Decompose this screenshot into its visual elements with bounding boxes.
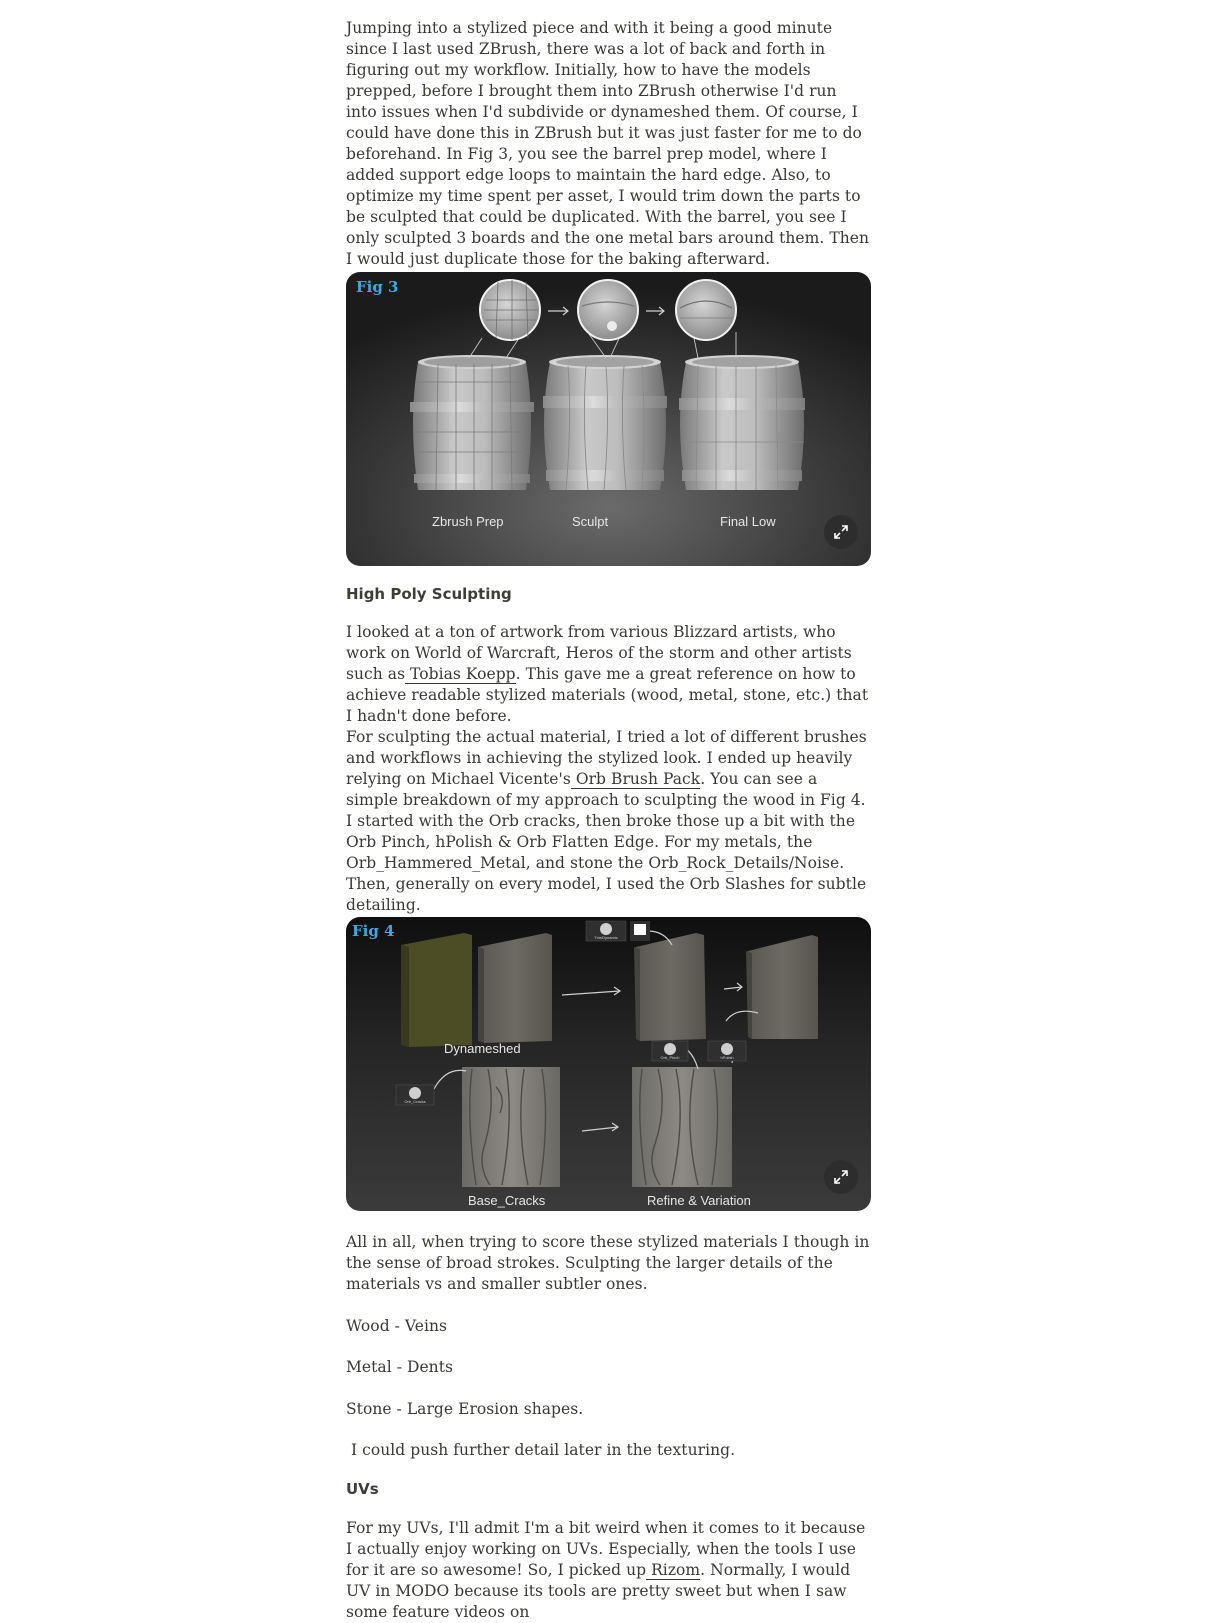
zoom-circle-final xyxy=(676,280,736,340)
fig3-expand-button[interactable] xyxy=(824,515,858,549)
brush-label-pinch: Orb_Pinch xyxy=(660,1055,680,1060)
link-tobias-koepp[interactable]: Tobias Koepp xyxy=(405,665,516,683)
zoom-circle-prep xyxy=(480,280,540,340)
heading-uvs: UVs xyxy=(346,1480,379,1498)
brush-label-cracks: Orb_Cracks xyxy=(404,1099,426,1104)
caption-zbrush-prep: Zbrush Prep xyxy=(432,514,504,529)
brush-label-trim: TrimDynamic xyxy=(594,935,618,940)
zoom-circle-sculpt xyxy=(578,280,638,340)
barrel-final-low xyxy=(679,355,805,490)
caption-base-cracks: Base_Cracks xyxy=(468,1193,546,1208)
wood-panel-base-cracks xyxy=(462,1067,560,1187)
paragraph-sculpting-text-a: For sculpting the actual material, I tried a lot of different brushes and workflows in achieving the stylized look. I ended up heavily relying on Michael Vicente's xyxy=(346,728,867,788)
figure-4[interactable] xyxy=(346,917,871,1211)
board-dynameshed xyxy=(478,933,552,1043)
paragraph-uvs-text-b: . Normally, I would UV in MODO because its tools are pretty sweet but when I saw some feature videos on xyxy=(346,1561,851,1621)
board-dynameshed-green xyxy=(401,933,472,1047)
paragraph-reference xyxy=(346,622,872,727)
figure-3[interactable] xyxy=(346,272,871,566)
paragraph-sculpting-text-b: . You can see a simple breakdown of my approach to sculpting the wood in Fig 4. I started with the Orb cracks, then broke those up a bit with the Orb Pinch, hPolish & Orb Flatten Edge. For my metals, the Orb_Hammered_Metal, and stone the Orb_Rock_Details/Noise. Then, generally on every model, I used the Orb Slashes for subtle detailing. xyxy=(346,770,867,914)
list-item-wood: Wood - Veins xyxy=(346,1317,447,1335)
expand-icon xyxy=(833,1169,849,1185)
list-item-stone: Stone - Large Erosion shapes. xyxy=(346,1400,584,1418)
paragraph-intro: Jumping into a stylized piece and with it being a good minute since I last used ZBrush, there was a lot of back and forth in figuring out my workflow. Initially, how to have the models prepped, before I brought them into ZBrush otherwise I'd run into issues when I'd subdivide or dynameshed them. Of course, I could have done this in ZBrush but it was just faster for me to do beforehand. In Fig 3, you see the barrel prep model, where I added support edge loops to maintain the hard edge. Also, to optimize my time spent per asset, I would trim down the parts to be sculpted that could be duplicated. With the barrel, you see I only sculpted 3 boards and the one metal bars around them. Then I would just duplicate those for the baking afterward. xyxy=(346,19,870,268)
expand-icon xyxy=(833,524,849,540)
paragraph-sculpting xyxy=(346,727,872,916)
link-rizom[interactable]: Rizom xyxy=(646,1561,701,1579)
barrel-zbrush-prep xyxy=(410,355,534,490)
paragraph-uvs xyxy=(346,1518,872,1623)
caption-final-low: Final Low xyxy=(720,514,776,529)
brush-label-hpolish: hPolish xyxy=(720,1055,734,1060)
paragraph-reference-text-a: I looked at a ton of artwork from various Blizzard artists, who work on World of Warcraft, Heros of the storm and other artists such as xyxy=(346,623,852,683)
heading-high-poly-sculpting: High Poly Sculpting xyxy=(346,585,512,603)
wood-sculpt-breakdown-image xyxy=(346,917,871,1211)
barrel-breakdown-image xyxy=(346,272,871,566)
list-item-metal: Metal - Dents xyxy=(346,1358,453,1376)
fig4-expand-button[interactable] xyxy=(824,1160,858,1194)
board-flatten xyxy=(634,933,706,1041)
wood-panel-refine xyxy=(632,1067,732,1187)
paragraph-all-in-all: All in all, when trying to score these stylized materials I though in the sense of broad strokes. Sculpting the larger details of the materials vs and smaller subtler ones. xyxy=(346,1233,870,1293)
barrel-sculpt xyxy=(543,355,667,490)
caption-refine-variation: Refine & Variation xyxy=(647,1193,751,1208)
caption-dynameshed: Dynameshed xyxy=(444,1041,521,1056)
paragraph-push-detail: I could push further detail later in the texturing. xyxy=(346,1441,736,1459)
caption-sculpt: Sculpt xyxy=(572,514,609,529)
paragraph-uvs-text-a: For my UVs, I'll admit I'm a bit weird when it comes to it because I actually enjoy working on UVs. Especially, when the tools I use for it are so awesome! So, I picked up xyxy=(346,1519,866,1579)
link-orb-brush-pack[interactable]: Orb Brush Pack xyxy=(570,770,701,788)
paragraph-reference-text-b: . This gave me a great reference on how to achieve readable stylized materials (wood, metal, stone, etc.) that I hadn't done before. xyxy=(346,665,869,725)
figure-3-label: Fig 3 xyxy=(356,278,399,296)
board-polished xyxy=(746,935,818,1039)
brush-chip-square xyxy=(630,921,650,941)
figure-4-label: Fig 4 xyxy=(352,922,395,940)
